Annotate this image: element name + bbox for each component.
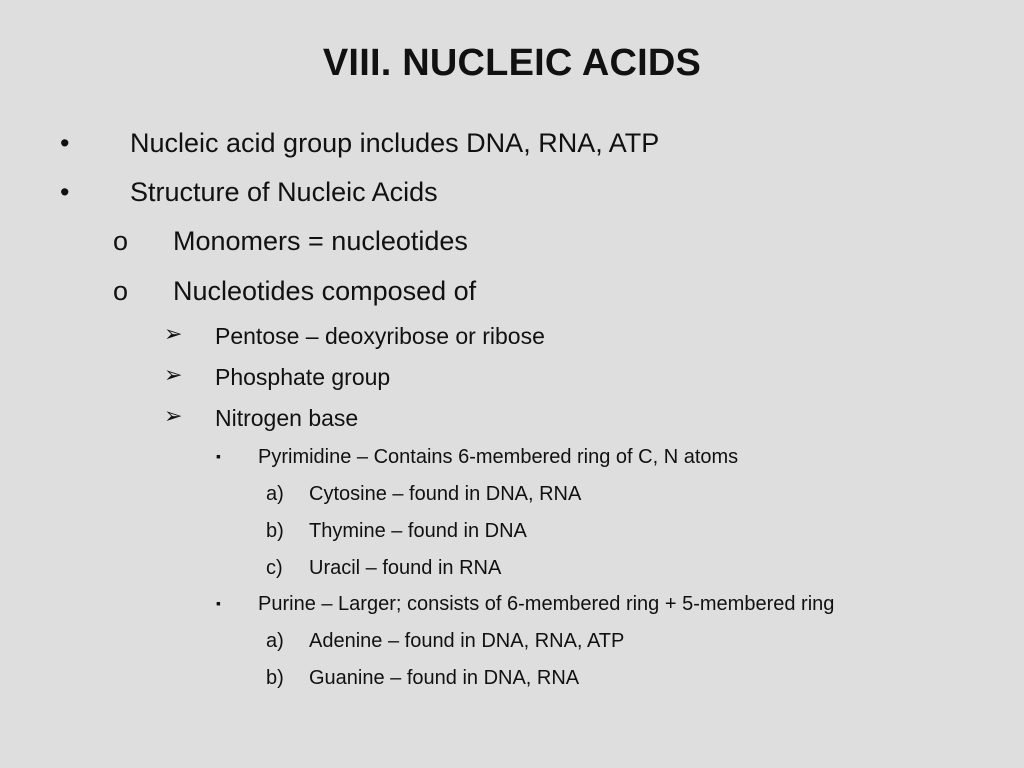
- square-bullet-icon: ▪: [216, 448, 221, 464]
- bullet-text: Phosphate group: [215, 364, 391, 390]
- bullet-text: Adenine – found in DNA, RNA, ATP: [309, 630, 625, 652]
- arrow-bullet-icon: ➢: [164, 362, 183, 387]
- bullet-text: Purine – Larger; consists of 6-membered ring + 5-membered ring: [258, 593, 835, 615]
- bullet-text: Nitrogen base: [215, 405, 359, 431]
- bullet-marker: b): [266, 520, 284, 542]
- bullet-text: Uracil – found in RNA: [309, 557, 502, 579]
- bullet-marker: o: [113, 276, 129, 306]
- bullet-marker: •: [60, 177, 70, 207]
- arrow-bullet-icon: ➢: [164, 321, 183, 346]
- bullet-text: Nucleic acid group includes DNA, RNA, ATP: [130, 128, 660, 158]
- bullet-text: Guanine – found in DNA, RNA: [309, 667, 580, 689]
- slide-title: VIII. NUCLEIC ACIDS: [322, 42, 702, 84]
- bullet-marker: c): [266, 557, 283, 579]
- bullet-marker: a): [266, 630, 284, 652]
- bullet-marker: a): [266, 483, 284, 505]
- bullet-text: Monomers = nucleotides: [173, 226, 468, 256]
- bullet-text: Structure of Nucleic Acids: [130, 177, 438, 207]
- square-bullet-icon: ▪: [216, 595, 221, 611]
- bullet-marker: b): [266, 667, 284, 689]
- bullet-text: Pentose – deoxyribose or ribose: [215, 323, 545, 349]
- bullet-text: Cytosine – found in DNA, RNA: [309, 483, 582, 505]
- bullet-text: Thymine – found in DNA: [309, 520, 527, 542]
- bullet-marker: o: [113, 226, 129, 256]
- arrow-bullet-icon: ➢: [164, 403, 183, 428]
- bullet-text: Nucleotides composed of: [173, 276, 477, 306]
- bullet-text: Pyrimidine – Contains 6-membered ring of C, N atoms: [258, 446, 739, 468]
- bullet-marker: •: [60, 128, 70, 158]
